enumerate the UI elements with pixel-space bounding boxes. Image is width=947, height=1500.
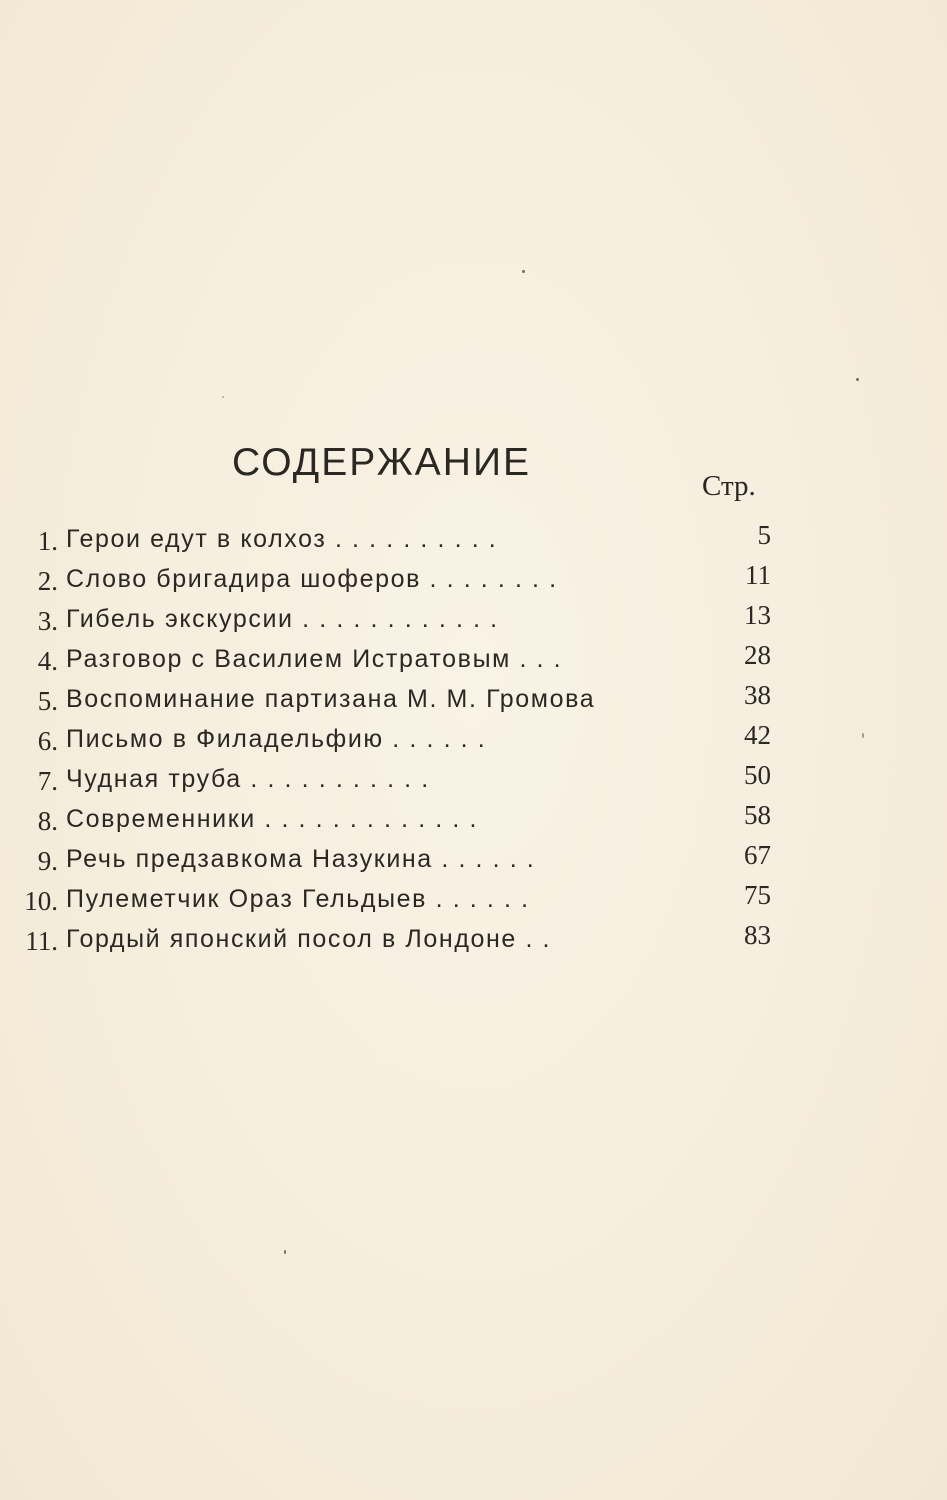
entry-title: Современники . . . . . . . . . . . . . [66, 805, 479, 833]
entry-title: Письмо в Филадельфию . . . . . . [66, 725, 487, 753]
toc-entry [0, 840, 947, 880]
entry-page: 28 [744, 640, 771, 670]
toc-entry [0, 920, 947, 960]
ink-speck [856, 378, 859, 381]
entry-title: Речь предзавкома Назукина . . . . . . [66, 845, 536, 873]
entry-number: 7. [37, 766, 58, 796]
entry-page: 42 [744, 720, 771, 750]
toc-entry [0, 760, 947, 800]
entry-number: 8. [37, 806, 58, 836]
entry-title: Разговор с Василием Истратовым . . . [66, 645, 563, 673]
entry-page: 38 [744, 680, 771, 710]
ink-speck [522, 270, 525, 273]
toc-entry [0, 880, 947, 920]
entry-number: 9. [37, 846, 58, 876]
entry-page: 67 [744, 840, 771, 870]
toc-entry [0, 800, 947, 840]
entry-title: Герои едут в колхоз . . . . . . . . . . [66, 525, 498, 553]
entry-title: Гибель экскурсии . . . . . . . . . . . . [66, 605, 499, 633]
toc-entry [0, 560, 947, 600]
entry-page: 58 [744, 800, 771, 830]
entry-title: Чудная труба . . . . . . . . . . . [66, 765, 430, 793]
entry-title: Гордый японский посол в Лондоне . . [66, 925, 552, 953]
toc-entry [0, 520, 947, 560]
entry-number: 5. [37, 686, 58, 716]
entry-page: 50 [744, 760, 771, 790]
page-column-label: Стр. [702, 470, 756, 502]
toc-entry [0, 720, 947, 760]
entry-number: 6. [37, 726, 58, 756]
entry-number: 4. [37, 646, 58, 676]
contents-title: СОДЕРЖАНИЕ [232, 441, 532, 485]
entry-title: Воспоминание партизана М. М. Громова [66, 685, 596, 713]
entry-number: 10. [24, 886, 58, 916]
entry-number: 11. [25, 926, 58, 956]
toc-entry [0, 680, 947, 720]
entry-page: 75 [744, 880, 771, 910]
entry-page: 11 [745, 560, 771, 590]
toc-entry [0, 600, 947, 640]
ink-speck [284, 1250, 286, 1254]
entry-number: 3. [37, 606, 58, 636]
toc-entry [0, 640, 947, 680]
entry-page: 13 [744, 600, 771, 630]
entry-page: 83 [744, 920, 771, 950]
entry-title: Пулеметчик Ораз Гельдыев . . . . . . [66, 885, 530, 913]
entry-number: 1. [37, 526, 58, 556]
entry-page: 5 [757, 520, 771, 550]
entry-number: 2. [37, 566, 58, 596]
entry-title: Слово бригадира шоферов . . . . . . . . [66, 565, 558, 593]
ink-speck [222, 396, 224, 398]
